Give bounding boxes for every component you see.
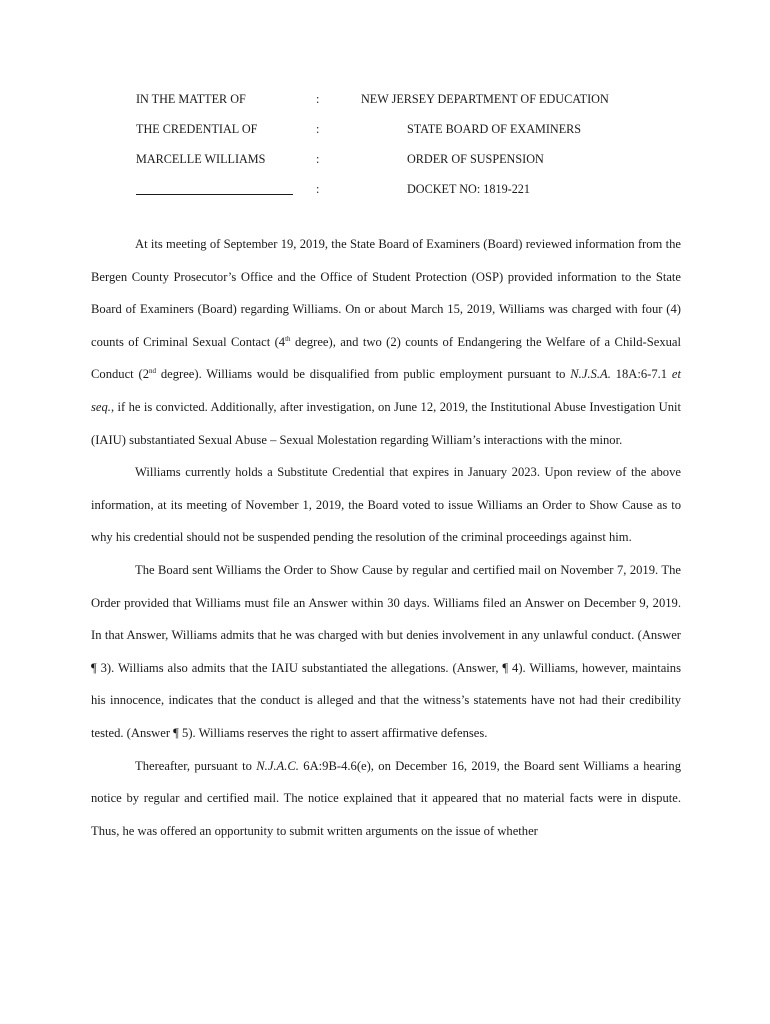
caption-colon: : <box>316 152 320 166</box>
caption-left: THE CREDENTIAL OF <box>136 122 258 136</box>
docket-number: DOCKET NO: 1819-221 <box>407 182 530 196</box>
p1-text: degree). Williams would be disqualified from public employment pursuant to <box>156 367 571 382</box>
statute-citation: et seq. <box>91 367 681 414</box>
paragraph-2: Williams currently holds a Substitute Credential that expires in January 2023. Upon review of the above information, at its meeting of November 1, 2019, the Board voted to issue Williams an Order to Show Cause as to why his credential should not be suspended pending the resolution of the criminal proceedings against him. <box>91 465 681 545</box>
caption-row <box>0 182 770 202</box>
caption-right: STATE BOARD OF EXAMINERS <box>407 122 582 136</box>
p4-text: 6A:9B-4.6(e), on December 16, 2019, the Board sent Williams a hearing notice by regular and certified mail. The notice explained that it appeared that no material facts were in dispute. Thus, he was offered an opportunity to submit written arguments on the issue of whether <box>91 758 681 838</box>
p1-text: degree), and two (2) counts of Endangering the Welfare of a Child-Sexual Conduct (2 <box>91 334 682 382</box>
caption-signature-line <box>136 182 293 199</box>
p1-text: 18A:6-7.1 <box>610 367 672 382</box>
paragraph-3: The Board sent Williams the Order to Show Cause by regular and certified mail on November 7, 2019. The Order provided that Williams must file an Answer within 30 days. Williams filed an Answer on December 9, 2019. In that Answer, Williams admits that he was charged with but denies involvement in any unlawful conduct. (Answer ¶ 3). Williams also admits that the IAIU substantiated the allegations. (Answer, ¶ 4). Williams, however, maintains his innocence, indicates that the conduct is alleged and that the witness’s statements have not had their credibility tested. (Answer ¶ 5). Williams reserves the right to assert affirmative defenses. <box>91 562 681 740</box>
document-body <box>91 228 681 847</box>
caption-right: NEW JERSEY DEPARTMENT OF EDUCATION <box>361 92 609 106</box>
code-citation: N.J.A.C. <box>256 758 299 773</box>
p1-superscript: th <box>285 334 291 343</box>
caption-row <box>0 152 770 172</box>
caption-left: MARCELLE WILLIAMS <box>136 152 266 166</box>
paragraph-4 <box>91 750 681 848</box>
paragraph-1 <box>91 228 681 456</box>
caption-row <box>0 92 770 112</box>
caption-colon: : <box>316 122 320 136</box>
p1-text: At its meeting of September 19, 2019, the State Board of Examiners (Board) reviewed information from the Bergen County Prosecutor’s Office and the Office of Student Protection (OSP) provided information to the State Board of Examiners (Board) regarding Williams. On or about March 15, 2019, Williams was charged with four (4) counts of Criminal Sexual Contact (4 <box>91 237 681 349</box>
caption-right: ORDER OF SUSPENSION <box>407 152 544 166</box>
p1-superscript: nd <box>149 367 156 376</box>
caption-colon: : <box>316 182 320 196</box>
caption-colon: : <box>316 92 320 106</box>
statute-citation: N.J.S.A. <box>570 367 611 382</box>
caption-row <box>0 122 770 142</box>
p1-text: , if he is convicted. Additionally, after investigation, on June 12, 2019, the Institutional Abuse Investigation Unit (IAIU) substantiated Sexual Abuse – Sexual Molestation regarding William’s interactions with the minor. <box>91 399 681 447</box>
p4-text: Thereafter, pursuant to <box>135 758 257 773</box>
caption-left: IN THE MATTER OF <box>136 92 246 106</box>
